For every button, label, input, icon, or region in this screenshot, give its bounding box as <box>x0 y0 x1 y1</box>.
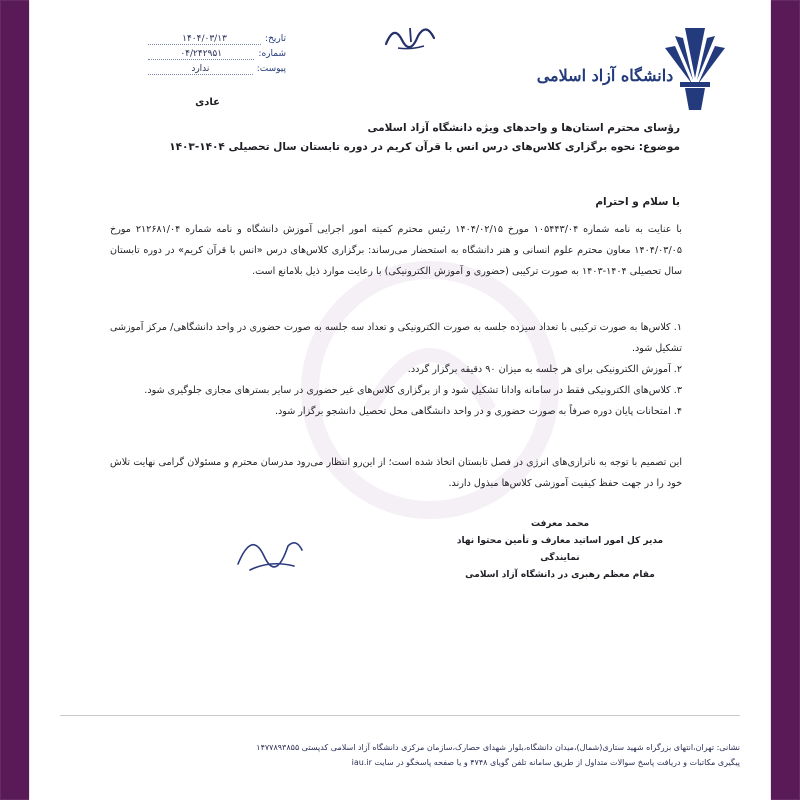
number-row <box>148 49 286 64</box>
university-name: دانشگاه آزاد اسلامی <box>536 66 674 85</box>
university-logo <box>535 18 725 118</box>
footer-address: نشانی: تهران،انتهای بزرگراه شهید ستاری(شمال)،میدان دانشگاه،بلوار شهدای حصارک،سازمان مرکزی دانشگاه آزاد اسلامی کدپستی ۱۴۷۷۸۹۳۸۵۵ <box>256 743 740 752</box>
addressee: رؤسای محترم استان‌ها و واحدهای ویژه دانشگاه آزاد اسلامی <box>367 122 680 134</box>
signature-block <box>440 516 680 584</box>
list-item: ۲. آموزش الکترونیکی برای هر جلسه به میزان ۹۰ دقیقه برگزار گردد. <box>407 364 682 375</box>
list-item: ۴. امتحانات پایان دوره صرفاً به صورت حضوری و در واحد دانشگاهی محل تحصیل دانشجو برگزار شود. <box>274 406 682 417</box>
bismillah-calligraphy <box>380 18 440 54</box>
footer-divider <box>60 715 740 716</box>
list-item: ۱. کلاس‌ها به صورت ترکیبی با تعداد سیزده جلسه به صورت الکترونیکی و تعداد سه جلسه به صورت حضوری در واحد دانشگاهی/ مرکز آموزشی تشکیل شود. <box>110 322 682 354</box>
greeting: با سلام و احترام <box>595 196 680 208</box>
classification-label: عادی <box>195 97 220 108</box>
number-label: شماره: <box>258 49 286 59</box>
footer <box>90 740 740 770</box>
conditions-list <box>110 317 682 422</box>
signer-title-line2: مقام معظم رهبری در دانشگاه آزاد اسلامی <box>465 570 655 580</box>
attachment-label: پیوست: <box>256 64 286 74</box>
calligraphy-icon <box>380 18 440 54</box>
closing-paragraph: این تصمیم با توجه به ناترازی‌های انرژی در فصل تابستان اتخاذ شده است؛ از این‌رو انتظار می‌رود مدرسان محترم و مسئولان گرامی نهایت تلاش خود را در جهت حفظ کیفیت آموزشی کلاس‌ها مبذول دارند. <box>110 457 682 489</box>
body-paragraph: با عنایت به نامه شماره ۱۰۵۴۴۳/۰۴ مورخ ۱۴۰۴/۰۲/۱۵ رئیس محترم کمیته امور اجرایی آموزش دانشگاه و نامه شماره ۲۱۲۶۸۱/۰۴ مورخ ۱۴۰۴/۰۳/۰۵ معاون محترم علوم انسانی و هنر دانشگاه به استحضار می‌رساند: برگزاری کلاس‌های درس «انس با قرآن کریم» در دوره تابستان سال تحصیلی ۱۴۰۴-۱۴۰۳ به صورت ترکیبی (حضوری و آموزش الکترونیکی) با رعایت موارد ذیل بلامانع است. <box>110 224 682 277</box>
attachment-row <box>148 64 286 79</box>
list-item: ۳. کلاس‌های الکترونیکی فقط در سامانه وادانا تشکیل شود و از برگزاری کلاس‌های غیر حضوری در سایر بسترهای مجازی جلوگیری شود. <box>144 385 682 396</box>
letter-page <box>30 0 770 800</box>
date-row <box>148 34 286 49</box>
number-value: ۰۴/۲۴۲۹۵۱ <box>148 49 254 60</box>
date-value: ۱۴۰۴/۰۳/۱۳ <box>148 34 261 45</box>
handwritten-signature <box>230 520 310 580</box>
date-label: تاریخ: <box>265 34 286 44</box>
subject-line: موضوع: نحوه برگزاری کلاس‌های درس انس با قرآن کریم در دوره تابستان سال تحصیلی ۱۴۰۴-۱۴۰۳ <box>169 141 680 153</box>
letter-meta <box>148 34 286 79</box>
signer-name: محمد معرفت <box>530 519 590 529</box>
footer-followup: پیگیری مکاتبات و دریافت پاسخ سوالات متداول از طریق سامانه تلفن گویای ۴۷۴۸ و یا صفحه پاسخگو در سایت iau.ir <box>351 758 740 767</box>
signer-title-line1: مدیر کل امور اساتید معارف و تأمین محتوا نهاد نمایندگی <box>456 536 664 563</box>
signature-icon <box>230 520 310 580</box>
attachment-value: ندارد <box>148 64 253 75</box>
